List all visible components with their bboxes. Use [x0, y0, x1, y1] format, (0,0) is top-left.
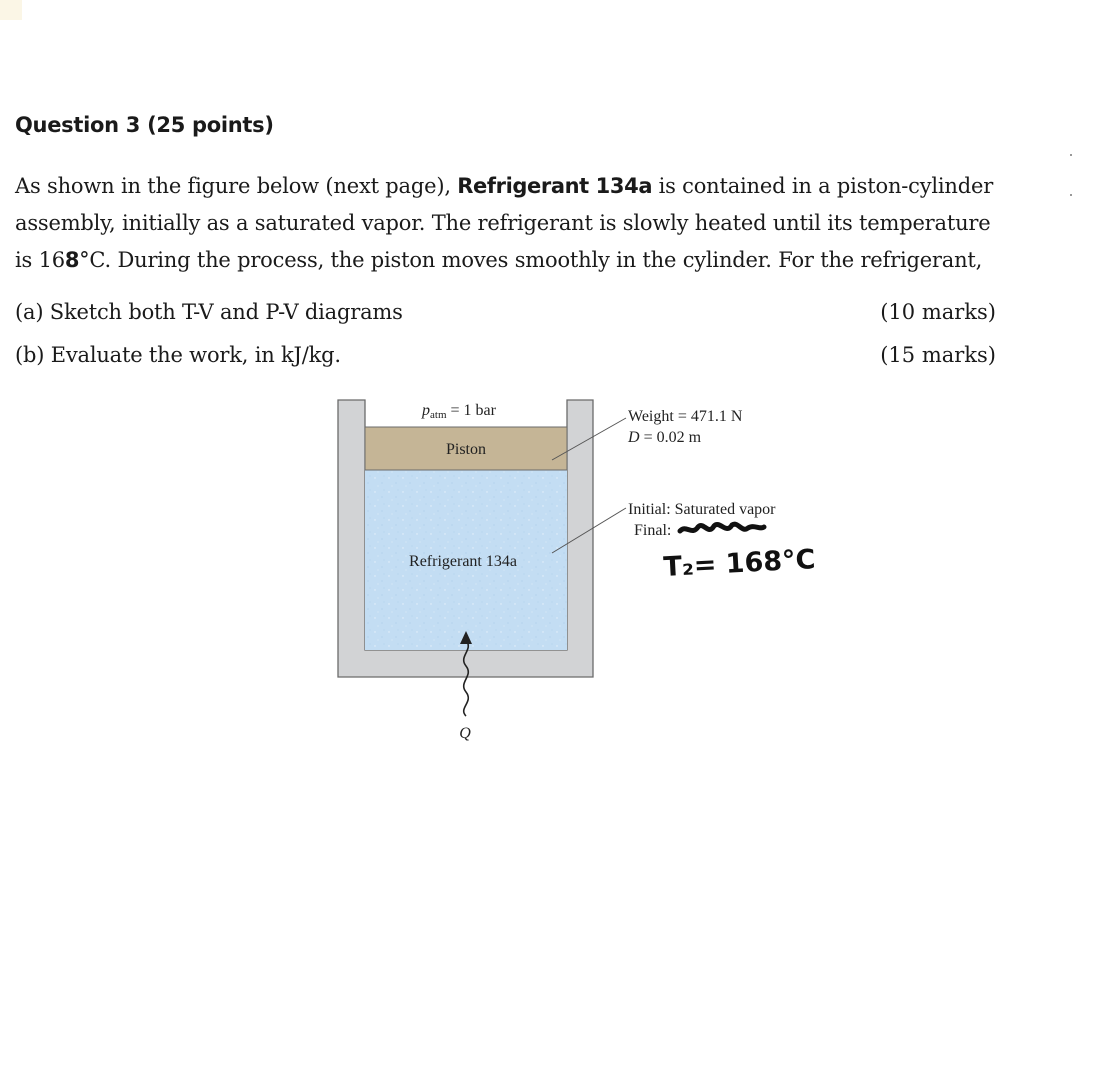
diameter-label [627, 429, 702, 446]
statement-line-1 [15, 168, 1055, 205]
margin-dot [1070, 154, 1072, 156]
diameter-symbol: D [628, 429, 640, 446]
initial-state-label: Initial: Saturated vapor [628, 501, 776, 518]
handwritten-temperature-note: T₂= 168°C [662, 544, 817, 583]
statement-text: °C. During the process, the piston moves smoothly in the cylinder. For the refrigerant, [79, 248, 983, 272]
statement-text: is contained in a piston-cylinder [652, 174, 994, 198]
task-a-marks: (10 marks) [880, 300, 996, 324]
problem-statement [15, 168, 1055, 279]
task-a-label: (a) Sketch both T-V and P-V diagrams [15, 300, 403, 324]
statement-text: As shown in the figure below (next page), [15, 174, 458, 198]
statement-line-3 [15, 242, 1055, 279]
piston-label: Piston [445, 441, 487, 458]
task-b-label: (b) Evaluate the work, in kJ/kg. [15, 343, 341, 367]
statement-text: is 16 [15, 248, 65, 272]
task-b-marks: (15 marks) [880, 343, 996, 367]
weight-label: Weight = 471.1 N [628, 408, 743, 425]
question-heading: Question 3 (25 points) [15, 113, 274, 137]
temperature-digit-emphasis: 8 [64, 248, 80, 272]
patm-symbol: p [422, 402, 430, 419]
final-state-label: Final: [634, 522, 672, 539]
refrigerant-emphasis: Refrigerant 134a [457, 174, 653, 198]
refrigerant-label: Refrigerant 134a [409, 553, 517, 570]
statement-line-2: assembly, initially as a saturated vapor. The refrigerant is slowly heated until its temperature [15, 211, 991, 235]
patm-label [421, 402, 497, 421]
corner-mark [0, 0, 22, 20]
heat-label: Q [459, 725, 471, 742]
scribbled-out-value [680, 524, 764, 531]
patm-subscript: atm [430, 409, 447, 421]
piston-cylinder-figure [330, 390, 830, 750]
patm-value: = 1 bar [446, 402, 496, 419]
margin-dot [1070, 194, 1072, 196]
diameter-value: = 0.02 m [639, 429, 702, 446]
